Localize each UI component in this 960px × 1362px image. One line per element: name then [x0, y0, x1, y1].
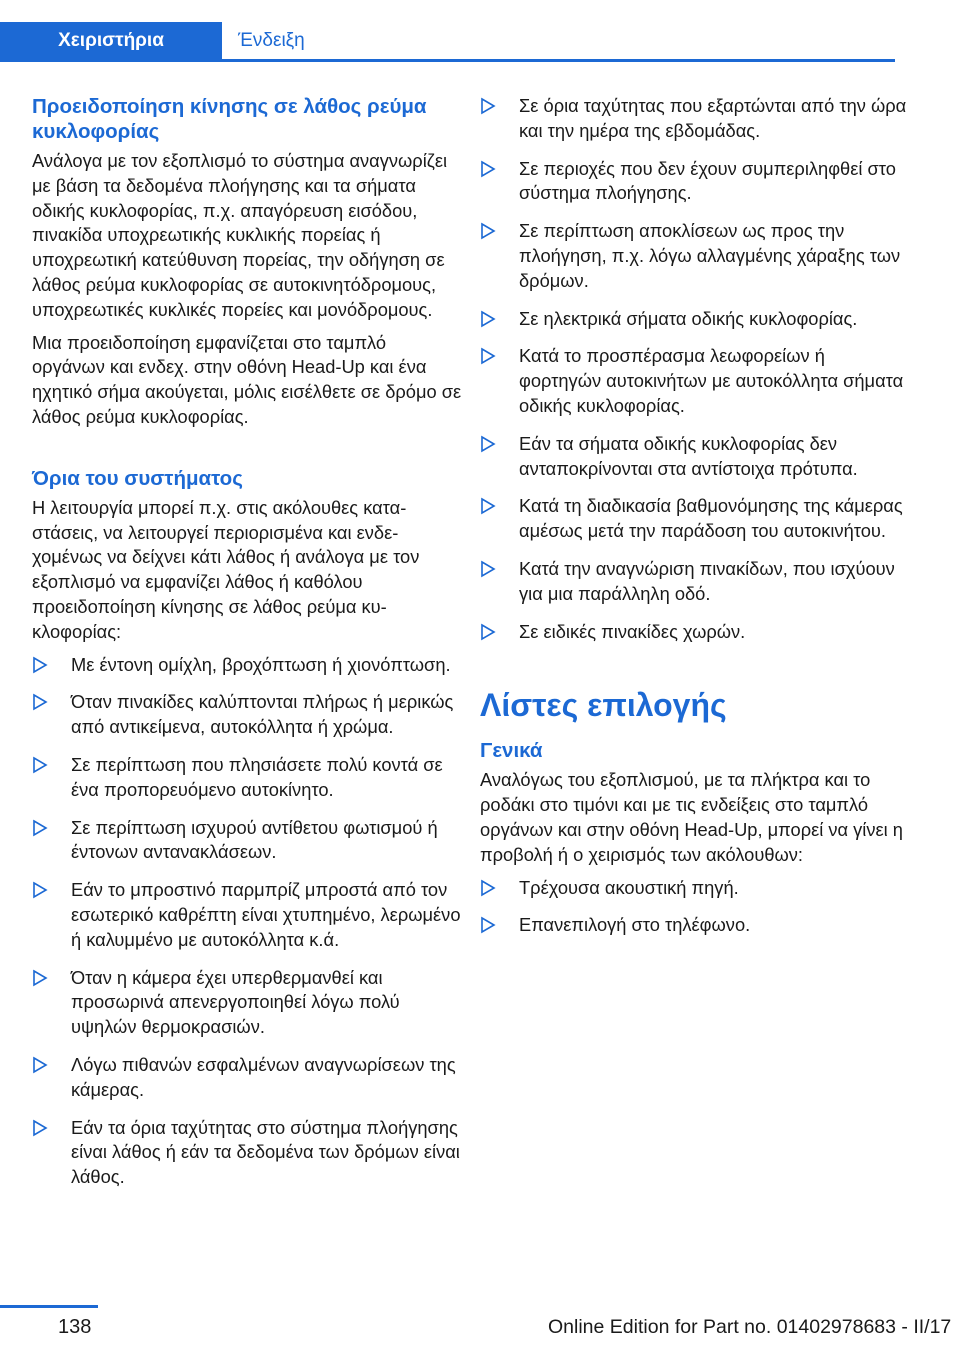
list-item-text: Σε ηλεκτρικά σήματα οδικής κυκλοφορίας. [519, 307, 858, 329]
list-item-text: Κατά την αναγνώριση πινακίδων, που ισχύουν για μια παράλληλη οδό. [519, 557, 895, 604]
list-item [480, 157, 910, 207]
list-item-text: Όταν πινακίδες καλύπτονται πλήρως ή μερικώς από αντικείμενα, αυτοκόλλητα ή χρώμα. [71, 691, 454, 738]
list-item-text: Σε περίπτωση ισχυρού αντίθετου φωτισμού ή έντονων αντανακλάσεων. [71, 816, 438, 863]
list-item [32, 816, 462, 866]
list-item-text: Με έντονη ομίχλη, βροχόπτωση ή χιονόπτωση. [71, 653, 451, 675]
triangle-bullet-icon [32, 756, 48, 774]
triangle-bullet-icon [32, 693, 48, 711]
limits-list-right [480, 94, 910, 644]
triangle-bullet-icon [480, 310, 496, 328]
list-item [480, 94, 910, 144]
list-item-text: Τρέχουσα ακουστική πηγή. [519, 876, 739, 898]
page-number: 138 [58, 1316, 92, 1338]
triangle-bullet-icon [480, 497, 496, 515]
paragraph-system-limits: Η λειτουργία μπορεί π.χ. στις ακόλουθες καταστάσεις, να λειτουργεί περιορισμένα και ενδεχομένως να δείχνει κάτι λάθος ή ανάλογα με τον εξοπλισμό να εμφανίζει λάθος ή καθόλου προειδοποίηση κίνησης σε λάθος ρεύμα κυκλοφορίας: [32, 496, 420, 642]
section-title-wrong-way-warning: Προειδοποίηση κίνησης σε λάθος ρεύμα κυκλοφορίας [32, 95, 427, 143]
list-item-text: Σε όρια ταχύτητας που εξαρτώνται από την ώρα και την ημέρα της εβδομάδας. [519, 95, 907, 141]
triangle-bullet-icon [480, 435, 496, 453]
list-item [480, 913, 910, 938]
header-rule [0, 59, 895, 62]
list-item-text: Εάν το μπροστινό παρμπρίζ μπροστά από τον εσωτερικό καθρέπτη είναι χτυπημένο, λερωμένο ή καλυμμένο με αυτοκόλλητα κ.ά. [71, 879, 461, 950]
list-item [480, 344, 910, 418]
list-item [32, 878, 462, 952]
paragraph-wrong-way-description: Ανάλογα με τον εξοπλισμό το σύστημα αναγνωρίζει με βάση τα δεδομένα πλοήγησης και τα σήματα οδικής κυκλοφορίας, π.χ. απαγόρευση εισόδου, πινακίδα υποχρεωτικής κυκλικής πορείας ή υποχρεωτική κατεύθυνση πορείας, την οδήγηση σε λάθος ρεύμα κυκλοφορίας σε αυτοκινητόδρομους, υποχρεωτικές κυκλικές πορείες και μονόδρομους. [32, 150, 448, 320]
triangle-bullet-icon [32, 1056, 48, 1074]
triangle-bullet-icon [32, 881, 48, 899]
triangle-bullet-icon [32, 969, 48, 987]
list-item [32, 653, 462, 678]
section-title-system-limits: Όρια του συστήματος [32, 466, 243, 490]
list-item [32, 1053, 462, 1103]
list-item-text: Σε περίπτωση που πλησιάσετε πολύ κοντά σε ένα προπορευόμενο αυτοκίνητο. [71, 753, 443, 800]
list-item-text: Όταν η κάμερα έχει υπερθερμανθεί και προσωρινά απενεργοποιηθεί λόγω πολύ υψηλών θερμοκρασιών. [71, 966, 400, 1038]
triangle-bullet-icon [480, 623, 496, 641]
list-item-text: Σε ειδικές πινακίδες χωρών. [519, 620, 746, 642]
list-item [32, 690, 462, 740]
triangle-bullet-icon [480, 160, 496, 178]
section-title-general: Γενικά [480, 739, 543, 763]
list-item-text: Εάν τα σήματα οδικής κυκλοφορίας δεν ανταποκρίνονται στα αντίστοιχα πρότυπα. [519, 432, 858, 479]
left-column [32, 94, 462, 1203]
general-list [480, 876, 910, 939]
list-item [480, 620, 910, 645]
list-item [480, 307, 910, 332]
triangle-bullet-icon [32, 819, 48, 837]
list-item [480, 876, 910, 901]
list-item [32, 1116, 462, 1190]
list-item [480, 432, 910, 482]
triangle-bullet-icon [480, 347, 496, 365]
triangle-bullet-icon [480, 916, 496, 934]
list-item-text: Σε περίπτωση αποκλίσεων ως προς την πλοήγηση, π.χ. λόγω αλλαγμένης χάραξης των δρόμων. [519, 220, 901, 291]
list-item-text: Λόγω πιθανών εσφαλμένων αναγνωρίσεων της κάμερας. [71, 1053, 456, 1100]
footer-rule [0, 1305, 98, 1308]
list-item-text: Επανεπιλογή στο τηλέφωνο. [519, 914, 751, 936]
triangle-bullet-icon [32, 1119, 48, 1137]
list-item [32, 966, 462, 1040]
edition-note: Online Edition for Part no. 01402978683 - II/17 [548, 1316, 952, 1338]
chapter-title-selection-lists: Λίστες επιλογής [480, 687, 727, 724]
limits-list-left [32, 653, 462, 1190]
triangle-bullet-icon [480, 879, 496, 897]
triangle-bullet-icon [480, 97, 496, 115]
list-item-text: Κατά τη διαδικασία βαθμονόμησης της κάμερας αμέσως μετά την παράδοση του αυτοκινήτου. [519, 495, 903, 542]
triangle-bullet-icon [32, 656, 48, 674]
tab-controls[interactable]: Χειριστήρια [0, 22, 222, 59]
list-item [480, 494, 910, 544]
list-item-text: Σε περιοχές που δεν έχουν συμπεριληφθεί στο σύστημα πλοήγησης. [519, 157, 896, 204]
triangle-bullet-icon [480, 560, 496, 578]
triangle-bullet-icon [480, 222, 496, 240]
list-item [32, 753, 462, 803]
list-item-text: Εάν τα όρια ταχύτητας στο σύστημα πλοήγησης είναι λάθος ή εάν τα δεδομένα των δρόμων είναι λάθος. [71, 1116, 460, 1188]
list-item-text: Κατά το προσπέρασμα λεωφορείων ή φορτηγών αυτοκινήτων με αυτοκόλλητα σήματα οδικής κυκλοφορίας. [519, 345, 904, 416]
list-item [480, 219, 910, 293]
tab-display[interactable]: Ένδειξη [238, 29, 305, 51]
paragraph-wrong-way-display: Μια προειδοποίηση εμφανίζεται στο ταμπλό οργάνων και ενδεχ. στην οθόνη Head-Up και ένα ηχητικό σήμα ακούγεται, μόλις εισέλθετε σε δρόμο σε λάθος ρεύμα κυκλοφορίας. [32, 331, 462, 427]
page-header [0, 0, 895, 62]
paragraph-general: Αναλόγως του εξοπλισμού, με τα πλήκτρα και το ροδάκι στο τιμόνι και με τις ενδείξεις στο ταμπλό οργάνων και στην οθόνη Head-Up, μπορεί να γίνει η προβολή ή ο χειρισμός των ακόλουθων: [480, 769, 903, 865]
list-item [480, 557, 910, 607]
right-column [480, 94, 910, 951]
